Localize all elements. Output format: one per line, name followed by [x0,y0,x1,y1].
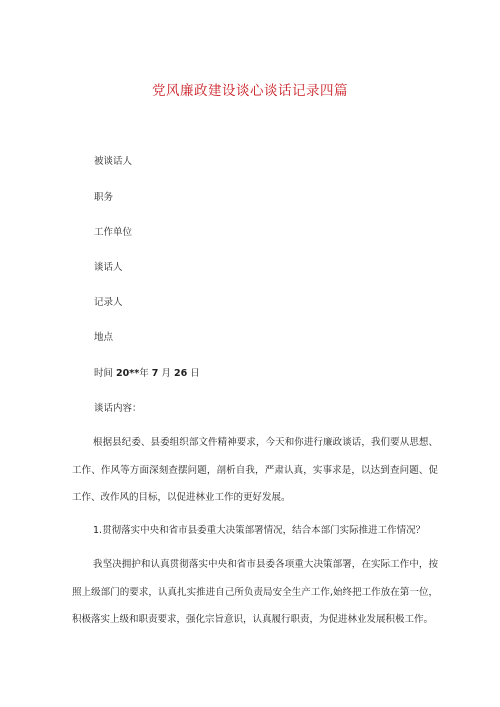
field-work-unit: 工作单位 [94,227,133,238]
time-month: 7 [151,368,159,379]
field-interviewer: 谈话人 [94,262,123,273]
time-label: 时间 [94,368,114,379]
paragraph-answer-1: 我坚决拥护和认真贯彻落实中央和省市县委各项重大决策部署，在实际工作中，按照上级部门的要求，认真扎实推进自己所负责局安全生产工作,始终把工作放在第一位，积极落实上级和职责要求，强化宗旨意识，认真履行职责，为促进林业发展积极工作。 [72,559,438,625]
time-day: 26 [173,368,188,379]
time-year: 20** [116,368,140,379]
field-position: 职务 [94,192,114,203]
field-time [94,365,200,379]
paragraph-intro: 根据县纪委、县委组织部文件精神要求，今天和你进行廉政谈话，我们要从思想、工作、作风等方面深刻查摆问题，剖析自我，严肃认真，实事求是，以达到查问题、促工作、改作风的目标，以促进林业工作的更好发展。 [72,437,438,503]
field-recorder: 记录人 [94,297,123,308]
content-label: 谈话内容： [94,403,142,414]
time-day-unit: 日 [190,368,200,379]
field-interviewee: 被谈话人 [94,156,133,167]
field-location: 地点 [94,332,114,343]
question-1: 1.贯彻落实中央和省市县委重大决策部署情况，结合本部门实际推进工作情况？ [93,525,426,536]
document-title: 党风廉政建设谈心谈话记录四篇 [152,83,348,99]
time-month-unit: 月 [161,368,171,379]
time-year-unit: 年 [139,368,149,379]
